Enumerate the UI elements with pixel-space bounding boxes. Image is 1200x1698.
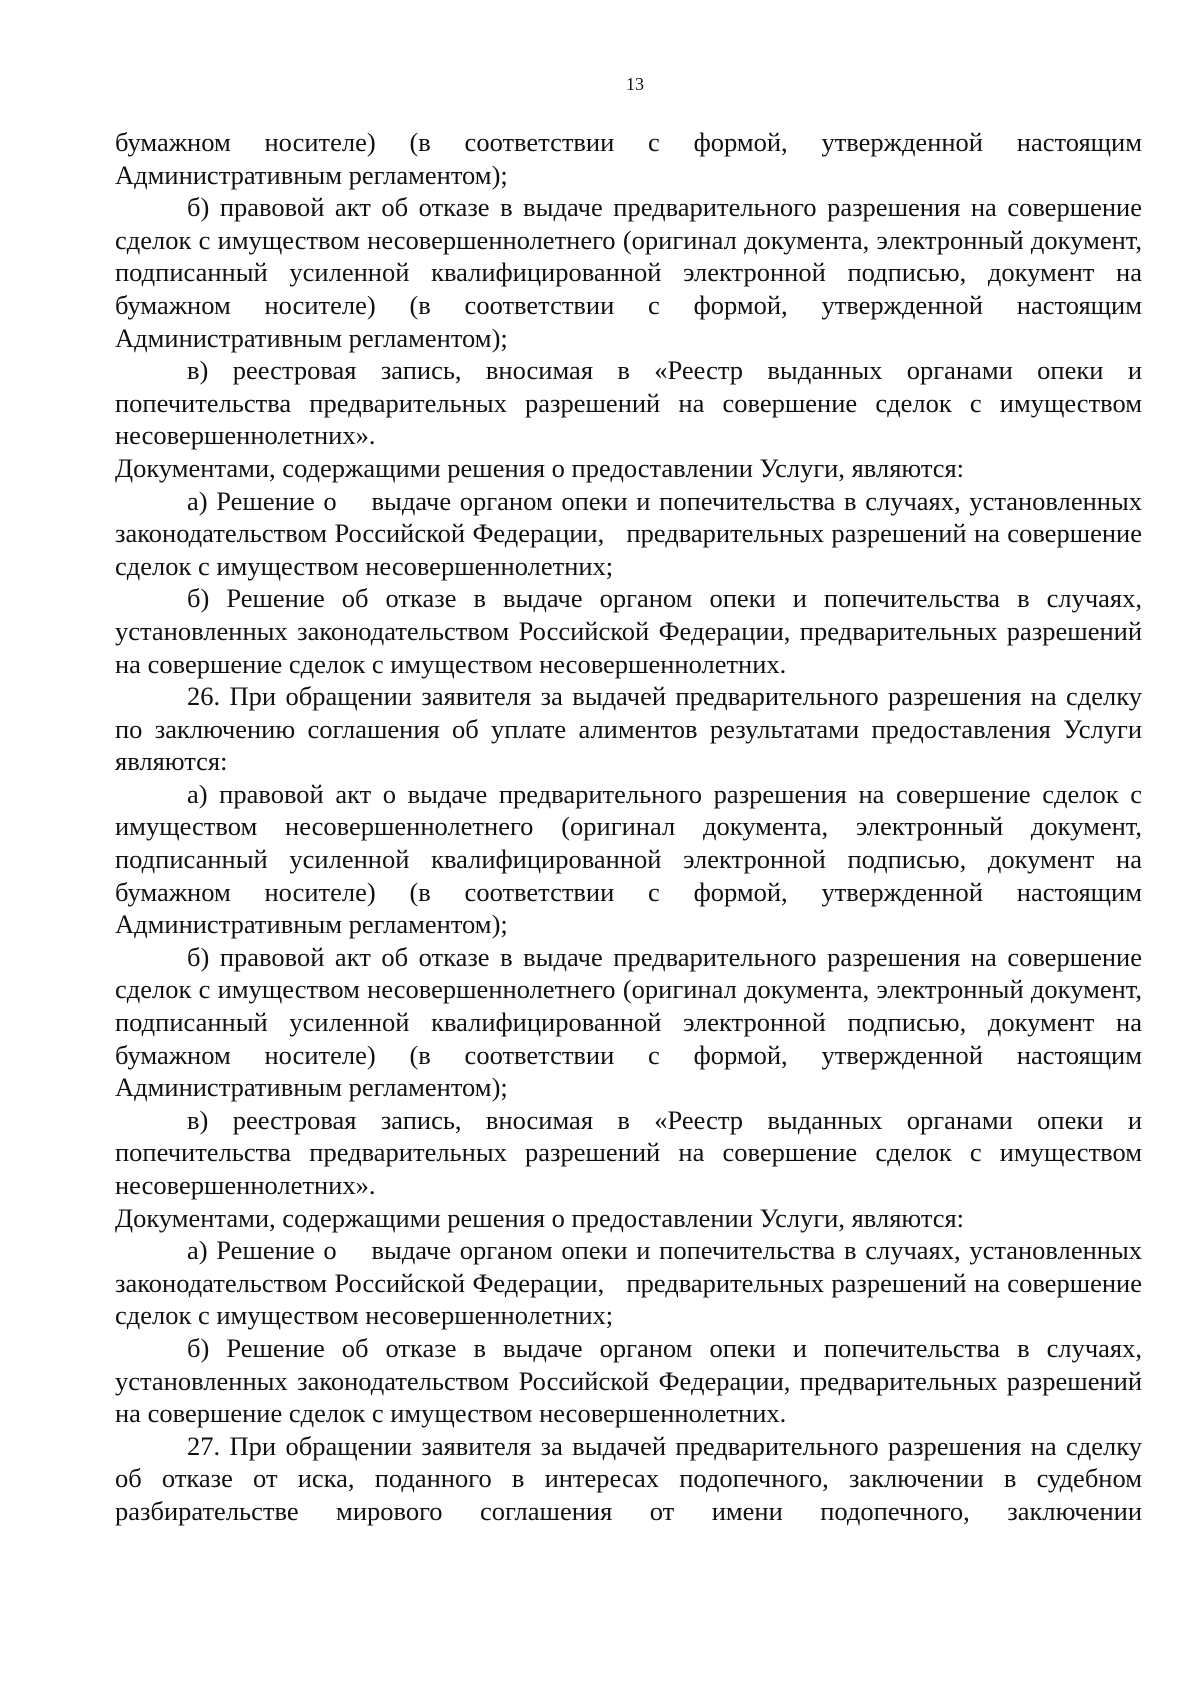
paragraph-p5: а) Решение о выдаче органом опеки и попечительства в случаях, установленных законодательством Российской Федерации, предварительных разрешений на совершение сделок с имуществом несовершеннолетних; [115,485,1149,581]
paragraph-p8: а) правовой акт о выдаче предварительного разрешения на совершение сделок с имуществом несовершеннолетнего (оригинал документа, электронный документ, подписанный усиленной квалифицированной электронной подписью, документ на бумажном носителе) (в соответствии с формой, утвержденной настоящим Административным регламентом); [115,778,1149,940]
paragraph-p1: бумажном носителе) (в соответствии с формой, утвержденной настоящим Административным регламентом); [115,127,1149,190]
paragraph-p7: 26. При обращении заявителя за выдачей предварительного разрешения на сделку по заключению соглашения об уплате алиментов результатами предоставления Услуги являются: [115,681,1149,777]
page-number: 13 [626,74,644,94]
paragraph-p6: б) Решение об отказе в выдаче органом опеки и попечительства в случаях, установленных законодательством Российской Федерации, предварительных разрешений на совершение сделок с имуществом несовершеннолетних. [115,583,1149,679]
paragraph-p9: б) правовой акт об отказе в выдаче предварительного разрешения на совершение сделок с имуществом несовершеннолетнего (оригинал документа, электронный документ, подписанный усиленной квалифицированной электронной подписью, документ на бумажном носителе) (в соответствии с формой, утвержденной настоящим Административным регламентом); [115,941,1149,1103]
document-body [115,126,1149,1528]
paragraph-p13: б) Решение об отказе в выдаче органом опеки и попечительства в случаях, установленных законодательством Российской Федерации, предварительных разрешений на совершение сделок с имуществом несовершеннолетних. [115,1332,1149,1429]
paragraph-p2: б) правовой акт об отказе в выдаче предварительного разрешения на совершение сделок с имуществом несовершеннолетнего (оригинал документа, электронный документ, подписанный усиленной квалифицированной электронной подписью, документ на бумажном носителе) (в соответствии с формой, утвержденной настоящим Административным регламентом); [115,192,1149,353]
paragraph-p14: 27. При обращении заявителя за выдачей предварительного разрешения на сделку об отказе от иска, поданного в интересах подопечного, заключении в судебном разбирательстве мирового соглашения от имени подопечного, заключении [115,1430,1149,1526]
paragraph-p4: Документами, содержащими решения о предоставлении Услуги, являются: [115,452,965,483]
paragraph-p10: в) реестровая запись, вносимая в «Реестр выданных органами опеки и попечительства предварительных разрешений на совершение сделок с имуществом несовершеннолетних». [115,1104,1149,1200]
paragraph-p3: в) реестровая запись, вносимая в «Реестр выданных органами опеки и попечительства предварительных разрешений на совершение сделок с имуществом несовершеннолетних». [115,355,1149,451]
paragraph-p12: а) Решение о выдаче органом опеки и попечительства в случаях, установленных законодательством Российской Федерации, предварительных разрешений на совершение сделок с имуществом несовершеннолетних; [115,1235,1149,1331]
paragraph-p11: Документами, содержащими решения о предоставлении Услуги, являются: [115,1202,965,1233]
